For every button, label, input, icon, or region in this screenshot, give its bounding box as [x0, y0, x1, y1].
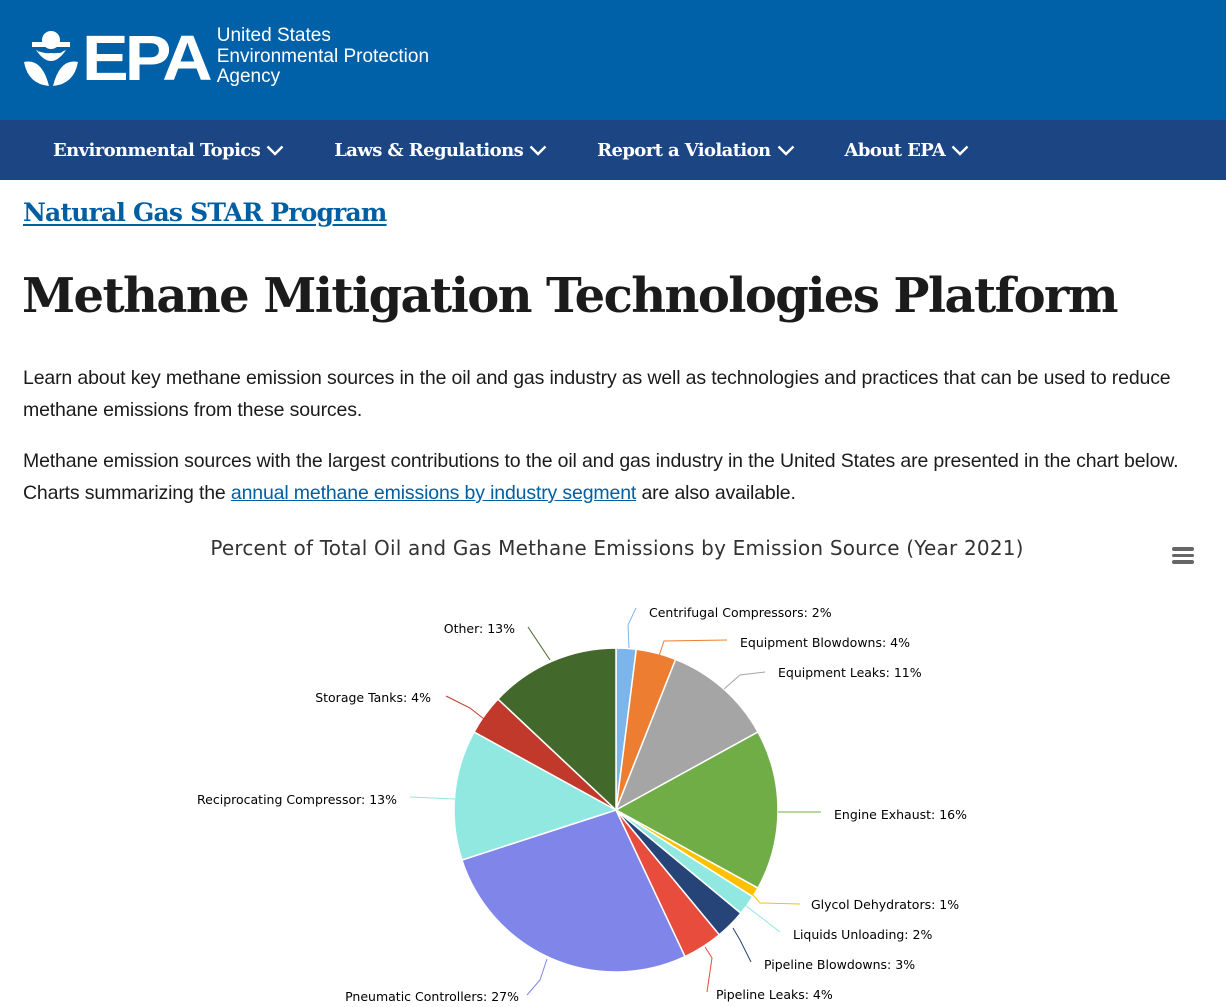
data-label: Reciprocating Compressor: 13% — [197, 792, 397, 807]
chevron-down-icon — [777, 145, 795, 156]
hamburger-menu-icon-bar — [1172, 554, 1194, 558]
chevron-down-icon — [951, 145, 969, 156]
chart-intro-paragraph — [23, 445, 1213, 509]
para-text: Methane emission sources with the largest contributions to the oil and gas industry in the United States are presented in the chart below. Charts summarizing the — [23, 450, 1179, 504]
agency-name-line1: United States — [216, 25, 331, 47]
nav-label: Laws & Regulations — [334, 139, 524, 161]
label-connector — [705, 947, 712, 992]
data-label: Equipment Leaks: 11% — [778, 665, 922, 680]
chart-menu-button[interactable] — [1168, 544, 1198, 570]
data-label: Pipeline Blowdowns: 3% — [764, 957, 916, 972]
breadcrumb-link[interactable]: Natural Gas STAR Program — [23, 198, 387, 227]
nav-laws-regulations[interactable] — [334, 140, 547, 161]
nav-report-violation[interactable] — [597, 140, 794, 161]
site-header — [0, 0, 1226, 120]
main-nav — [0, 120, 1226, 180]
label-connector — [528, 627, 550, 660]
data-label: Equipment Blowdowns: 4% — [740, 635, 911, 650]
segment-emissions-link[interactable]: annual methane emissions by industry segment — [230, 482, 637, 504]
label-connector — [446, 696, 484, 719]
chart-title: Percent of Total Oil and Gas Methane Emissions by Emission Source (Year 2021) — [210, 536, 1024, 560]
nav-label: Report a Violation — [597, 139, 771, 161]
data-label: Storage Tanks: 4% — [315, 690, 431, 705]
label-connector — [733, 928, 751, 962]
data-label: Glycol Dehydrators: 1% — [811, 897, 960, 912]
epa-logo[interactable] — [22, 22, 430, 94]
agency-name — [217, 26, 429, 88]
data-label: Pipeline Leaks: 4% — [716, 987, 833, 1002]
intro-paragraph: Learn about key methane emission sources in the oil and gas industry as well as technologies and practices that can be used to reduce methane emissions from these sources. — [23, 367, 1171, 421]
data-label: Pneumatic Controllers: 27% — [345, 989, 519, 1004]
label-connector — [628, 608, 636, 648]
agency-name-line2: Environmental Protection — [216, 45, 430, 67]
para-text: are also available. — [636, 482, 796, 504]
nav-environmental-topics[interactable] — [53, 140, 284, 161]
data-label: Other: 13% — [443, 621, 515, 636]
logo-abbr: EPA — [82, 22, 209, 94]
label-connector — [410, 797, 455, 799]
hamburger-menu-icon-bar — [1172, 560, 1194, 564]
label-connector — [745, 905, 780, 932]
page-title: Methane Mitigation Technologies Platform — [22, 268, 1117, 324]
agency-name-line3: Agency — [216, 66, 281, 88]
data-label: Centrifugal Compressors: 2% — [649, 605, 832, 620]
data-label: Liquids Unloading: 2% — [793, 927, 933, 942]
chevron-down-icon — [266, 145, 284, 156]
label-connector — [724, 672, 765, 689]
chevron-down-icon — [529, 145, 547, 156]
label-connector — [753, 895, 800, 904]
hamburger-menu-icon — [1172, 547, 1194, 551]
pie-chart — [0, 580, 1226, 1007]
nav-about-epa[interactable] — [845, 140, 970, 161]
data-label: Engine Exhaust: 16% — [834, 807, 967, 822]
nav-label: Environmental Topics — [53, 139, 261, 161]
nav-label: About EPA — [844, 139, 946, 161]
epa-flower-icon — [22, 28, 80, 88]
label-connector — [527, 959, 547, 995]
